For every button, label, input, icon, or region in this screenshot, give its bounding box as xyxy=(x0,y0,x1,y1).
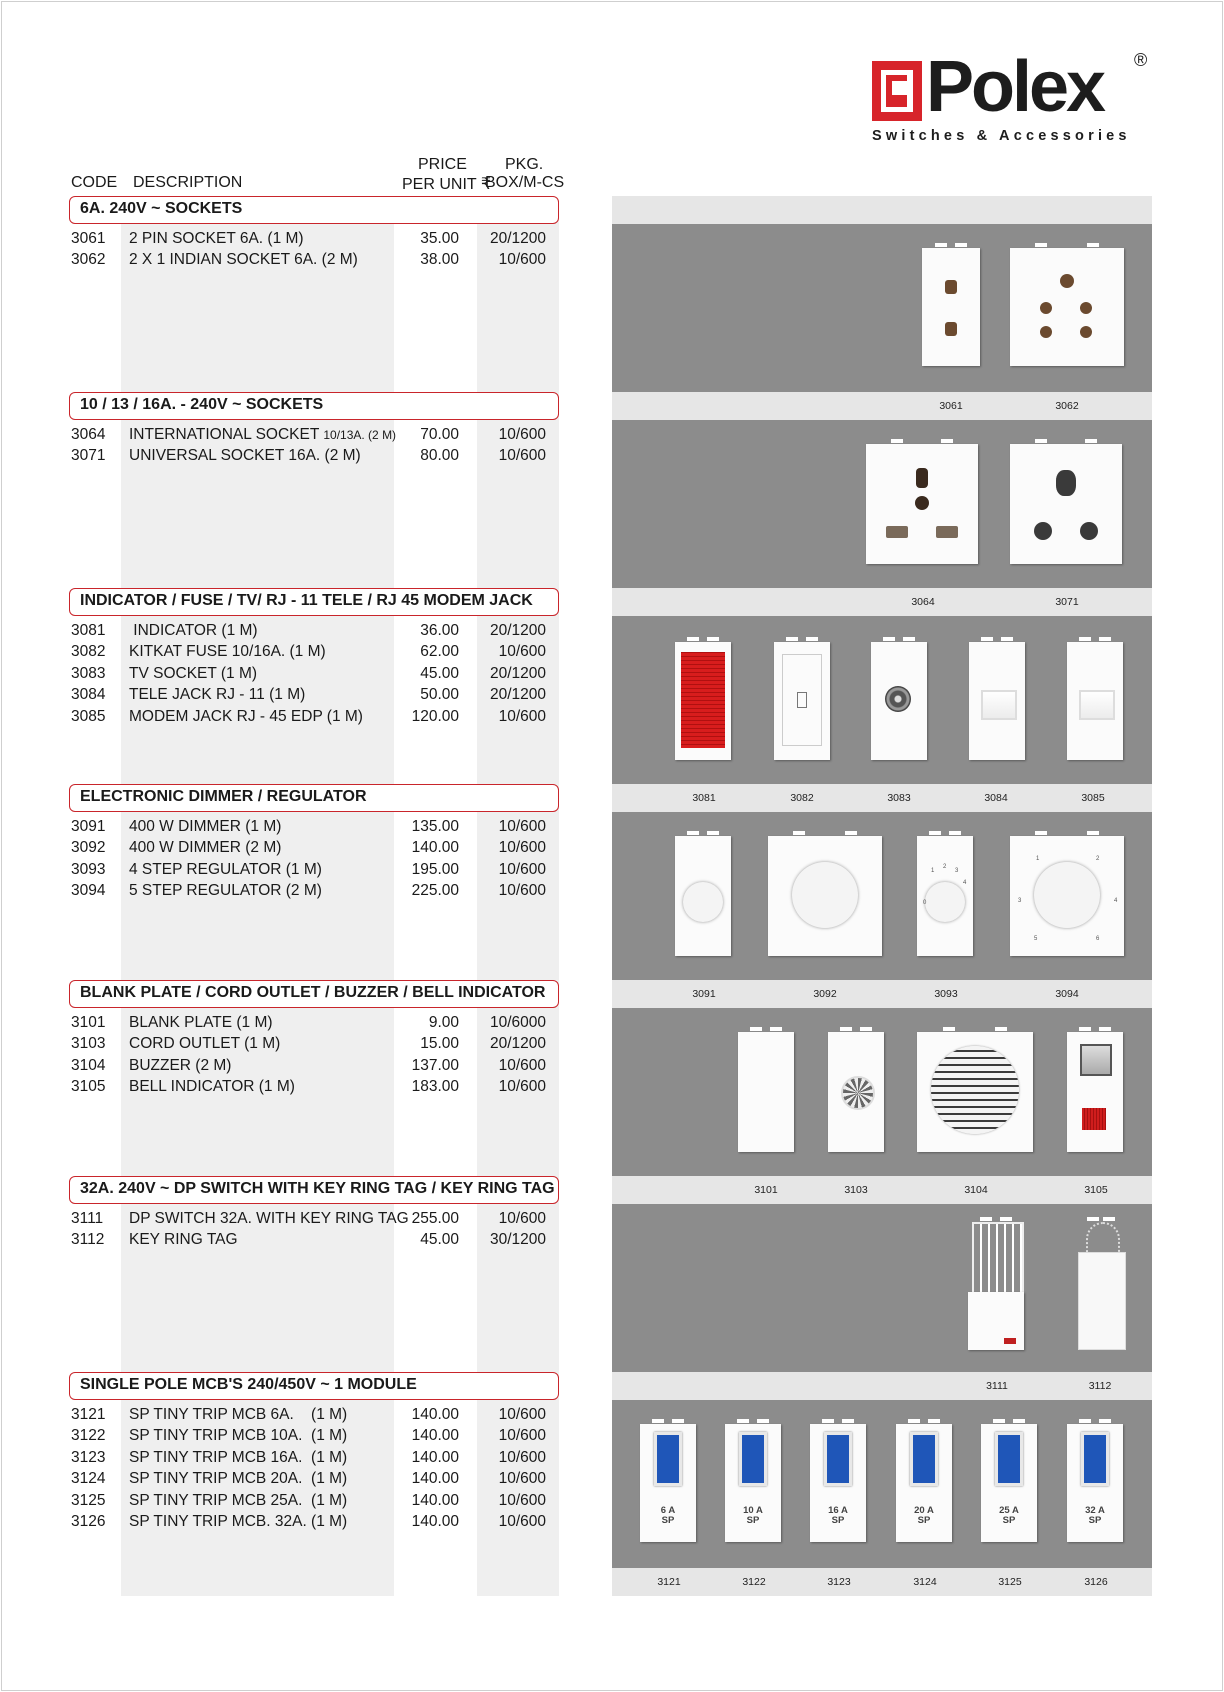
regulator-knob-icon xyxy=(1034,862,1100,928)
step-number: 1 xyxy=(1036,856,1040,862)
item-pkg: 10/600 xyxy=(498,1448,546,1466)
product-code-label: 3064 xyxy=(911,596,935,608)
dimmer-knob-icon xyxy=(792,862,858,928)
item-description-text: KITKAT FUSE 10/16A. (1 M) xyxy=(129,643,326,661)
table-row xyxy=(0,818,560,839)
item-description-text: KEY RING TAG xyxy=(129,1231,238,1249)
item-price: 255.00 xyxy=(411,1210,459,1227)
item-code: 3085 xyxy=(71,707,106,725)
table-row xyxy=(0,426,560,447)
product-code-label: 3061 xyxy=(939,400,963,412)
step-number: 4 xyxy=(1114,898,1118,904)
rj-port-icon xyxy=(1079,690,1115,720)
fuse-plate xyxy=(774,642,830,760)
item-pkg: 10/600 xyxy=(498,707,546,725)
product-code-label: 3083 xyxy=(887,792,911,804)
dimmer-2m-plate xyxy=(768,836,882,956)
section-title: SINGLE POLE MCB'S 240/450V ~ 1 MODULE xyxy=(69,1372,559,1400)
item-code: 3062 xyxy=(71,251,106,269)
pin-hole-icon xyxy=(945,280,957,294)
item-price: 35.00 xyxy=(420,230,459,247)
pin-hole-icon xyxy=(1040,326,1052,338)
item-description-text: TV SOCKET (1 M) xyxy=(129,664,258,682)
table-row xyxy=(0,861,560,882)
coax-connector-icon xyxy=(885,686,911,712)
item-pkg: 10/600 xyxy=(498,882,546,900)
item-price: 140.00 xyxy=(411,839,459,857)
item-price: 120.00 xyxy=(411,707,459,725)
item-price: 70.00 xyxy=(420,426,459,443)
table-row xyxy=(0,622,560,643)
item-code: 3083 xyxy=(71,664,106,682)
logo-mark-icon xyxy=(872,61,922,121)
tele-jack-plate xyxy=(969,642,1025,760)
mcb-pole-type: SP xyxy=(746,1515,760,1526)
item-description-text: 2 X 1 INDIAN SOCKET 6A. (2 M) xyxy=(129,251,358,269)
item-code: 3111 xyxy=(71,1210,104,1227)
pin-hole-icon xyxy=(1080,522,1098,540)
key-ring-tag-icon xyxy=(972,1222,1024,1296)
mcb-toggle-icon xyxy=(824,1432,852,1486)
item-description xyxy=(129,1057,231,1075)
item-description xyxy=(129,1470,347,1488)
item-description xyxy=(129,447,361,465)
item-price: 225.00 xyxy=(411,882,459,900)
section-title: 6A. 240V ~ SOCKETS xyxy=(69,196,559,224)
blank-plate xyxy=(738,1032,794,1152)
item-pkg: 10/600 xyxy=(498,1210,546,1227)
item-description xyxy=(129,622,258,640)
item-description-text: UNIVERSAL SOCKET 16A. (2 M) xyxy=(129,447,361,465)
item-price: 140.00 xyxy=(411,1491,459,1509)
item-description-text: 400 W DIMMER (1 M) xyxy=(129,818,282,835)
mcb-amp-rating: 10 A xyxy=(743,1505,763,1516)
section-title: 32A. 240V ~ DP SWITCH WITH KEY RING TAG / KEY RING TAG xyxy=(69,1176,559,1204)
rj-port-icon xyxy=(981,690,1017,720)
key-ring-tag xyxy=(1076,1222,1126,1352)
mcb-amp-rating: 32 A xyxy=(1085,1505,1105,1516)
modem-jack-plate xyxy=(1067,642,1123,760)
mcb-amp-rating: 16 A xyxy=(828,1505,848,1516)
socket-2pin-plate xyxy=(922,248,980,366)
item-description-text: BUZZER (2 M) xyxy=(129,1056,232,1074)
item-description xyxy=(129,1210,409,1228)
item-price: 9.00 xyxy=(428,1014,459,1031)
table-row xyxy=(0,1427,560,1448)
item-code: 3091 xyxy=(71,818,106,835)
socket-international-plate xyxy=(866,444,978,564)
item-price: 140.00 xyxy=(411,1448,459,1466)
mcb-plate xyxy=(981,1424,1037,1542)
item-price: 80.00 xyxy=(420,447,459,465)
table-row xyxy=(0,1014,560,1035)
item-price: 45.00 xyxy=(420,1231,459,1249)
product-code-label: 3105 xyxy=(1084,1184,1108,1196)
table-row xyxy=(0,1492,560,1513)
product-code-label: 3082 xyxy=(790,792,814,804)
item-pkg: 10/600 xyxy=(498,1078,546,1096)
item-pkg: 10/600 xyxy=(498,447,546,465)
key-chain-icon xyxy=(1086,1222,1120,1256)
item-code: 3093 xyxy=(71,860,106,878)
mcb-toggle-icon xyxy=(910,1432,938,1486)
cord-outlet-icon xyxy=(841,1076,875,1110)
item-pkg: 20/1200 xyxy=(489,664,546,682)
item-description-text: SP TINY TRIP MCB 6A. (1 M) xyxy=(129,1406,348,1423)
mcb-pole-type: SP xyxy=(917,1515,931,1526)
item-description xyxy=(129,1492,347,1510)
product-code-label: 3085 xyxy=(1081,792,1105,804)
item-description-text: SP TINY TRIP MCB 10A. (1 M) xyxy=(129,1427,348,1445)
item-description-text: TELE JACK RJ - 11 (1 M) xyxy=(129,686,306,704)
item-description xyxy=(129,665,257,683)
item-pkg: 30/1200 xyxy=(489,1231,546,1249)
regulator-4step-plate xyxy=(917,836,973,956)
product-code-label: 3093 xyxy=(934,988,958,1000)
item-description xyxy=(129,882,322,900)
table-row xyxy=(0,686,560,707)
section-title: BLANK PLATE / CORD OUTLET / BUZZER / BELL INDICATOR xyxy=(69,980,559,1008)
item-pkg: 20/1200 xyxy=(489,686,546,704)
product-code-label: 3111 xyxy=(986,1380,1008,1392)
step-number: 0 xyxy=(923,900,927,906)
product-code-label: 3104 xyxy=(964,1184,988,1196)
header-price-line2: PER UNIT ₹ xyxy=(402,176,492,193)
step-number: 6 xyxy=(1096,936,1100,942)
section-title: 10 / 13 / 16A. - 240V ~ SOCKETS xyxy=(69,392,559,420)
item-description-text: DP SWITCH 32A. WITH KEY RING TAG xyxy=(129,1210,409,1227)
pin-hole-icon xyxy=(945,322,957,336)
item-price: 45.00 xyxy=(420,664,459,682)
step-number: 3 xyxy=(1018,898,1022,904)
mcb-amp-rating: 6 A xyxy=(660,1505,676,1516)
item-description xyxy=(129,643,326,661)
item-pkg: 10/600 xyxy=(498,818,546,835)
bell-push-button-icon xyxy=(1080,1044,1112,1076)
item-pkg: 10/600 xyxy=(498,251,546,269)
item-code: 3094 xyxy=(71,882,106,900)
buzzer-plate xyxy=(917,1032,1033,1152)
step-number: 1 xyxy=(931,868,935,874)
product-code-label: 3071 xyxy=(1055,596,1079,608)
item-price: 36.00 xyxy=(420,622,459,639)
earth-hole-icon xyxy=(916,468,928,488)
item-pkg: 10/6000 xyxy=(489,1014,546,1031)
item-description xyxy=(129,708,363,726)
item-description-text: SP TINY TRIP MCB 16A. (1 M) xyxy=(129,1448,348,1466)
item-description xyxy=(129,251,358,269)
item-price: 50.00 xyxy=(420,686,459,704)
item-description xyxy=(129,1449,347,1467)
step-number: 3 xyxy=(955,868,959,874)
mcb-amp-rating: 25 A xyxy=(999,1505,1019,1516)
step-number: 2 xyxy=(1096,856,1100,862)
table-row xyxy=(0,643,560,664)
item-description xyxy=(129,230,304,248)
item-description xyxy=(129,686,305,704)
step-number: 5 xyxy=(1034,936,1038,942)
regulator-5step-plate xyxy=(1010,836,1124,956)
item-pkg: 10/600 xyxy=(498,1491,546,1509)
item-code: 3101 xyxy=(71,1014,106,1031)
product-code-label: 3112 xyxy=(1088,1380,1112,1392)
item-description-text: SP TINY TRIP MCB 25A. (1 M) xyxy=(129,1491,348,1509)
fuse-window-icon xyxy=(797,692,807,708)
item-description-text: 4 STEP REGULATOR (1 M) xyxy=(129,860,322,878)
item-code: 3125 xyxy=(71,1491,106,1509)
mcb-plate xyxy=(810,1424,866,1542)
cord-outlet-plate xyxy=(828,1032,884,1152)
mcb-plate xyxy=(725,1424,781,1542)
item-code: 3103 xyxy=(71,1035,106,1053)
regulator-knob-icon xyxy=(925,882,965,922)
registered-mark: ® xyxy=(1134,50,1148,70)
mcb-plate xyxy=(640,1424,696,1542)
neon-indicator-icon xyxy=(1004,1338,1016,1344)
brand-logo xyxy=(872,47,1154,148)
item-description-text: 400 W DIMMER (2 M) xyxy=(129,839,282,857)
pin-hole-icon xyxy=(1034,522,1052,540)
item-code: 3126 xyxy=(71,1513,106,1530)
item-pkg: 20/1200 xyxy=(489,1035,546,1053)
item-code: 3122 xyxy=(71,1427,106,1445)
pin-hole-icon xyxy=(1080,302,1092,314)
item-price: 140.00 xyxy=(411,1427,459,1445)
item-pkg: 20/1200 xyxy=(489,622,546,639)
item-code: 3064 xyxy=(71,426,106,443)
item-description-text: BELL INDICATOR (1 M) xyxy=(129,1078,295,1096)
product-code-label: 3094 xyxy=(1055,988,1079,1000)
header-price-line1: PRICE xyxy=(418,156,467,173)
tv-socket-plate xyxy=(871,642,927,760)
table-row xyxy=(0,1057,560,1078)
item-price: 62.00 xyxy=(420,643,459,661)
product-code-label: 3122 xyxy=(742,1576,766,1588)
item-description xyxy=(129,1014,273,1032)
item-pkg: 20/1200 xyxy=(489,230,546,247)
item-price: 137.00 xyxy=(411,1056,459,1074)
flat-pin-hole-icon xyxy=(936,526,958,538)
table-row xyxy=(0,1035,560,1056)
table-row xyxy=(0,251,560,272)
brand-tagline: Switches & Accessories xyxy=(872,128,1131,144)
item-code: 3121 xyxy=(71,1406,106,1423)
product-code-label: 3101 xyxy=(754,1184,778,1196)
product-code-label: 3091 xyxy=(692,988,716,1000)
item-pkg: 10/600 xyxy=(498,860,546,878)
product-code-label: 3121 xyxy=(657,1576,681,1588)
item-description-text: SP TINY TRIP MCB. 32A. (1 M) xyxy=(129,1513,348,1530)
section-title: INDICATOR / FUSE / TV/ RJ - 11 TELE / RJ 45 MODEM JACK xyxy=(69,588,559,616)
item-pkg: 10/600 xyxy=(498,643,546,661)
header-pkg-line2: BOX/M-CS xyxy=(485,174,565,191)
key-ring-tag-icon xyxy=(1078,1252,1126,1350)
product-code-label: 3103 xyxy=(844,1184,868,1196)
item-description-text: 5 STEP REGULATOR (2 M) xyxy=(129,882,322,900)
item-pkg: 10/600 xyxy=(498,1406,546,1423)
pin-hole-icon xyxy=(1060,274,1074,288)
item-description-text: CORD OUTLET (1 M) xyxy=(129,1035,281,1053)
item-description xyxy=(129,1035,280,1053)
mcb-toggle-icon xyxy=(1081,1432,1109,1486)
mcb-plate xyxy=(896,1424,952,1542)
mcb-plate xyxy=(1067,1424,1123,1542)
product-code-label: 3092 xyxy=(813,988,837,1000)
item-description xyxy=(129,1513,347,1531)
mcb-toggle-icon xyxy=(995,1432,1023,1486)
header-description: DESCRIPTION xyxy=(133,174,243,191)
table-row xyxy=(0,1470,560,1491)
item-code: 3082 xyxy=(71,643,106,661)
table-row xyxy=(0,882,560,903)
socket-indian-plate xyxy=(1010,248,1124,366)
item-pkg: 10/600 xyxy=(498,1470,546,1488)
table-row xyxy=(0,1513,560,1534)
table-row xyxy=(0,230,560,251)
product-code-label: 3062 xyxy=(1055,400,1079,412)
item-code: 3071 xyxy=(71,447,106,465)
socket-universal-plate xyxy=(1010,444,1122,564)
product-code-label: 3123 xyxy=(827,1576,851,1588)
indicator-plate xyxy=(675,642,731,760)
step-number: 4 xyxy=(963,880,967,886)
item-price: 38.00 xyxy=(420,251,459,269)
item-description xyxy=(129,1078,295,1096)
label-band xyxy=(612,196,1152,224)
item-price: 183.00 xyxy=(411,1078,459,1096)
item-description xyxy=(129,818,281,836)
mcb-pole-type: SP xyxy=(1002,1515,1016,1526)
bell-indicator-plate xyxy=(1067,1032,1123,1152)
item-price: 140.00 xyxy=(411,1513,459,1530)
item-code: 3105 xyxy=(71,1078,106,1096)
item-description-detail: 10/13A. (2 M) xyxy=(323,428,397,442)
mcb-pole-type: SP xyxy=(661,1515,675,1526)
item-price: 140.00 xyxy=(411,1406,459,1423)
mcb-pole-type: SP xyxy=(831,1515,845,1526)
dp-switch-key-tag xyxy=(968,1222,1024,1352)
item-code: 3061 xyxy=(71,230,106,247)
red-indicator-lens xyxy=(1082,1108,1106,1130)
item-description-text: BLANK PLATE (1 M) xyxy=(129,1014,273,1031)
mcb-pole-type: SP xyxy=(1088,1515,1102,1526)
item-pkg: 10/600 xyxy=(498,1427,546,1445)
item-price: 15.00 xyxy=(420,1035,459,1053)
item-pkg: 10/600 xyxy=(498,1056,546,1074)
item-description-text: INTERNATIONAL SOCKET xyxy=(129,426,324,443)
buzzer-grille-icon xyxy=(931,1046,1019,1134)
item-description-text: SP TINY TRIP MCB 20A. (1 M) xyxy=(129,1470,348,1488)
item-description xyxy=(129,426,396,444)
product-code-label: 3125 xyxy=(998,1576,1022,1588)
image-band xyxy=(612,1204,1152,1372)
earth-hole-icon xyxy=(1056,470,1076,496)
step-number: 2 xyxy=(943,864,947,870)
dimmer-1m-plate xyxy=(675,836,731,956)
table-row xyxy=(0,1449,560,1470)
item-description xyxy=(129,861,322,879)
item-price: 140.00 xyxy=(411,1470,459,1488)
pin-hole-icon xyxy=(1040,302,1052,314)
table-row xyxy=(0,1406,560,1427)
item-price: 195.00 xyxy=(411,860,459,878)
product-code-label: 3084 xyxy=(984,792,1008,804)
item-description xyxy=(129,1231,238,1249)
pin-hole-icon xyxy=(1080,326,1092,338)
item-code: 3104 xyxy=(71,1056,106,1074)
flat-pin-hole-icon xyxy=(886,526,908,538)
mcb-amp-rating: 20 A xyxy=(914,1505,934,1516)
table-row xyxy=(0,839,560,860)
item-code: 3084 xyxy=(71,686,106,704)
item-pkg: 10/600 xyxy=(498,1513,546,1530)
pin-hole-icon xyxy=(915,496,929,510)
item-code: 3092 xyxy=(71,839,106,857)
table-row xyxy=(0,665,560,686)
item-description-text: MODEM JACK RJ - 45 EDP (1 M) xyxy=(129,707,363,725)
item-description-text: INDICATOR (1 M) xyxy=(129,622,258,639)
item-code: 3112 xyxy=(71,1231,105,1249)
item-code: 3123 xyxy=(71,1448,106,1466)
item-description xyxy=(129,1427,347,1445)
item-code: 3081 xyxy=(71,622,106,639)
header-code: CODE xyxy=(71,174,118,191)
mcb-toggle-icon xyxy=(654,1432,682,1486)
header-pkg-line1: PKG. xyxy=(505,156,544,173)
dimmer-knob-icon xyxy=(683,882,723,922)
item-description xyxy=(129,839,281,857)
product-code-label: 3124 xyxy=(913,1576,937,1588)
table-row xyxy=(0,1231,560,1252)
item-pkg: 10/600 xyxy=(498,839,546,857)
table-row xyxy=(0,447,560,468)
table-row xyxy=(0,1078,560,1099)
red-indicator-lens xyxy=(681,652,725,748)
section-title: ELECTRONIC DIMMER / REGULATOR xyxy=(69,784,559,812)
item-code: 3124 xyxy=(71,1470,106,1488)
product-code-label: 3126 xyxy=(1084,1576,1108,1588)
table-row xyxy=(0,1210,560,1231)
item-description-text: 2 PIN SOCKET 6A. (1 M) xyxy=(129,230,304,247)
item-pkg: 10/600 xyxy=(498,426,546,443)
product-code-label: 3081 xyxy=(692,792,716,804)
item-description xyxy=(129,1406,347,1424)
item-price: 135.00 xyxy=(411,818,459,835)
table-row xyxy=(0,708,560,729)
mcb-toggle-icon xyxy=(739,1432,767,1486)
brand-name: Polex xyxy=(926,47,1104,127)
